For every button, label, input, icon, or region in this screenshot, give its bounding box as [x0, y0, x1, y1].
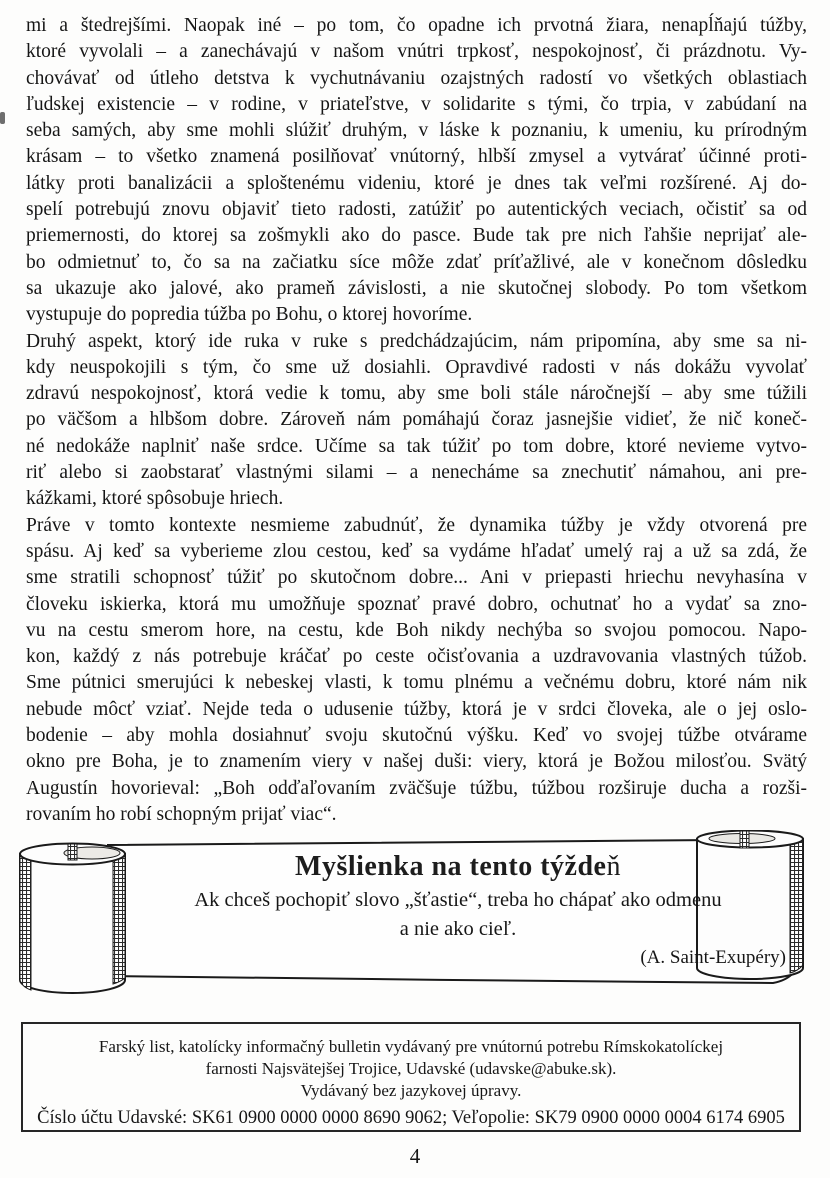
- text-line: bodenie – aby mohla dosiahnuť svoju skutočnú výšku. Keď vo svojej túžbe otvárame: [26, 725, 807, 747]
- text-line: nebude môcť vziať. Nejde teda o udusenie túžby, ktorá je v srdci človeka, ale o jej oslo-: [26, 698, 807, 720]
- paragraph: [26, 13, 807, 329]
- text-line: spelí potrebujú znovu objaviť tieto radosti, zatúžiť po autentických veciach, očistiť sa od: [26, 199, 807, 221]
- text-line: Druhý aspekt, ktorý ide ruka v ruke s predchádzajúcim, nám pripomína, aby sme sa ni-: [26, 330, 807, 352]
- quote-line-1: Ak chceš pochopiť slovo „šťastie“, treba ho chápať ako odmenu: [194, 889, 722, 911]
- text-line: krásam – to všetko znamená posilňovať vnútorný, hlbší zmysel a vytvárať účinné proti-: [26, 146, 807, 168]
- page-number: 4: [409, 1144, 421, 1168]
- text-line: po väčšom a hlbšom dobre. Zároveň nám pomáhajú čoraz jasnejšie vidieť, že nič koneč-: [26, 409, 807, 431]
- scan-speck: [0, 112, 5, 124]
- quote-attribution: (A. Saint-Exupéry): [640, 947, 786, 968]
- text-line: Augustín hovorieval: „Boh odďaľovaním zväčšuje túžbu, túžbou rozširuje ducha a rozši-: [26, 777, 807, 799]
- text-line: né nedokáže naplniť naše srdce. Učíme sa tak túžiť po tom dobre, ktoré nevieme vytvo-: [26, 435, 807, 457]
- text-line: spásu. Aj keď sa vyberieme zlou cestou, keď sa vydáme hľadať umelý raj a už sa zdá, že: [26, 540, 807, 562]
- text-line: kážkami, ktoré spôsobuje hriech.: [26, 488, 284, 510]
- text-line: chovávať od útleho detstva k vychutnávaniu ozajstných radostí vo všetkých oblastiach: [26, 67, 807, 89]
- text-line: bo odmietnuť to, čo sa na začiatku síce môže zdať príťažlivé, ale v konečnom dôsledku: [26, 251, 807, 273]
- text-line: mi a štedrejšími. Naopak iné – po tom, čo opadne ich prvotná žiara, nenapĺňajú túžby,: [26, 15, 807, 36]
- body-text: [26, 13, 807, 828]
- text-line: ktoré vyvolali – a zanechávajú v našom vnútri trpkosť, nespokojnosť, či prázdnotu. Vy-: [26, 41, 807, 63]
- text-line: Sme pútnici smerujúci k nebeskej vlasti, k tomu plnému a večnému dobru, ktoré nám nik: [26, 672, 807, 694]
- account-number-line: Číslo účtu Udavské: SK61 0900 0000 0000 8690 9062; Veľopolie: SK79 0900 0000 0004 6174 6905: [37, 1108, 785, 1128]
- text-line: kon, každý z nás potrebuje kráčať po ceste očisťovania a uzdravovania vlastných túžob.: [26, 646, 807, 668]
- text-line: seba samých, aby sme mohli slúžiť druhým, v láske k poznaniu, k umeniu, ku prírodným: [26, 120, 807, 142]
- text-line: sa ukazuje ako jalové, ako prameň závislosti, a nie skutočnej slobody. Po tom všetkom: [26, 277, 807, 299]
- text-line: kdy neuspokojili s tým, čo sme už dosiahli. Opravdivé radosti v nás dokážu vyvolať: [26, 356, 807, 378]
- text-line: vu na cestu smerom hore, na cestu, kde Boh nikdy nechýba so svojou pomocou. Napo-: [26, 619, 807, 641]
- text-line: vystupuje do popredia túžba po Bohu, o ktorej hovoríme.: [26, 304, 473, 326]
- text-line: zdravú nespokojnosť, ktorá vedie k tomu, aby sme boli stále náročnejší – aby sme túžili: [26, 383, 807, 405]
- weekly-thought-title: Myšlienka na tento týždeň: [295, 851, 621, 882]
- text-line: priemernosti, do ktorej sa zošmykli ako do pasce. Bude tak pre nich ľahšie neprijať ale-: [26, 225, 807, 247]
- text-line: Práve v tomto kontexte nesmieme zabudnúť, že dynamika túžby je vždy otvorená pre: [26, 514, 807, 536]
- quote-line-2: a nie ako cieľ.: [399, 918, 517, 940]
- text-line: rovaním ho robí schopným prijať viac“.: [26, 803, 337, 825]
- footer-info-box: [21, 1022, 801, 1132]
- paragraph: [26, 329, 807, 513]
- publisher-line-3: Vydávaný bez jazykovej úpravy.: [300, 1081, 522, 1100]
- publisher-line-2: farnosti Najsvätejšej Trojice, Udavské (udavske@abuke.sk).: [205, 1059, 617, 1078]
- publisher-line-1: Farský list, katolícky informačný bulletin vydávaný pre vnútornú potrebu Rímskokatolíckej: [98, 1037, 724, 1056]
- paragraph: [26, 513, 807, 829]
- text-line: ľudskej existencie – v rodine, v priateľstve, v solidarite s tými, čo trpia, v zabúdaní na: [26, 93, 807, 115]
- text-line: okno pre Boha, je to znamením viery v našej duši: viery, ktorá je Božou milosťou. Svätý: [26, 751, 807, 773]
- text-line: riť alebo si zaobstarať vlastnými silami – a nenecháme sa znechutiť námahou, ani pre-: [26, 462, 807, 484]
- text-line: látky proti banalizácii a sploštenému videniu, ktoré je dnes tak veľmi rozšírené. Aj do-: [26, 172, 807, 194]
- text-line: človeku iskierka, ktorá mu umožňuje spoznať pravé dobro, ochutnať ho a vydať sa zno-: [26, 593, 807, 615]
- text-line: sme stratili schopnosť túžiť po skutočnom dobre... Ani v priepasti hriechu nevyhasína v: [26, 567, 807, 589]
